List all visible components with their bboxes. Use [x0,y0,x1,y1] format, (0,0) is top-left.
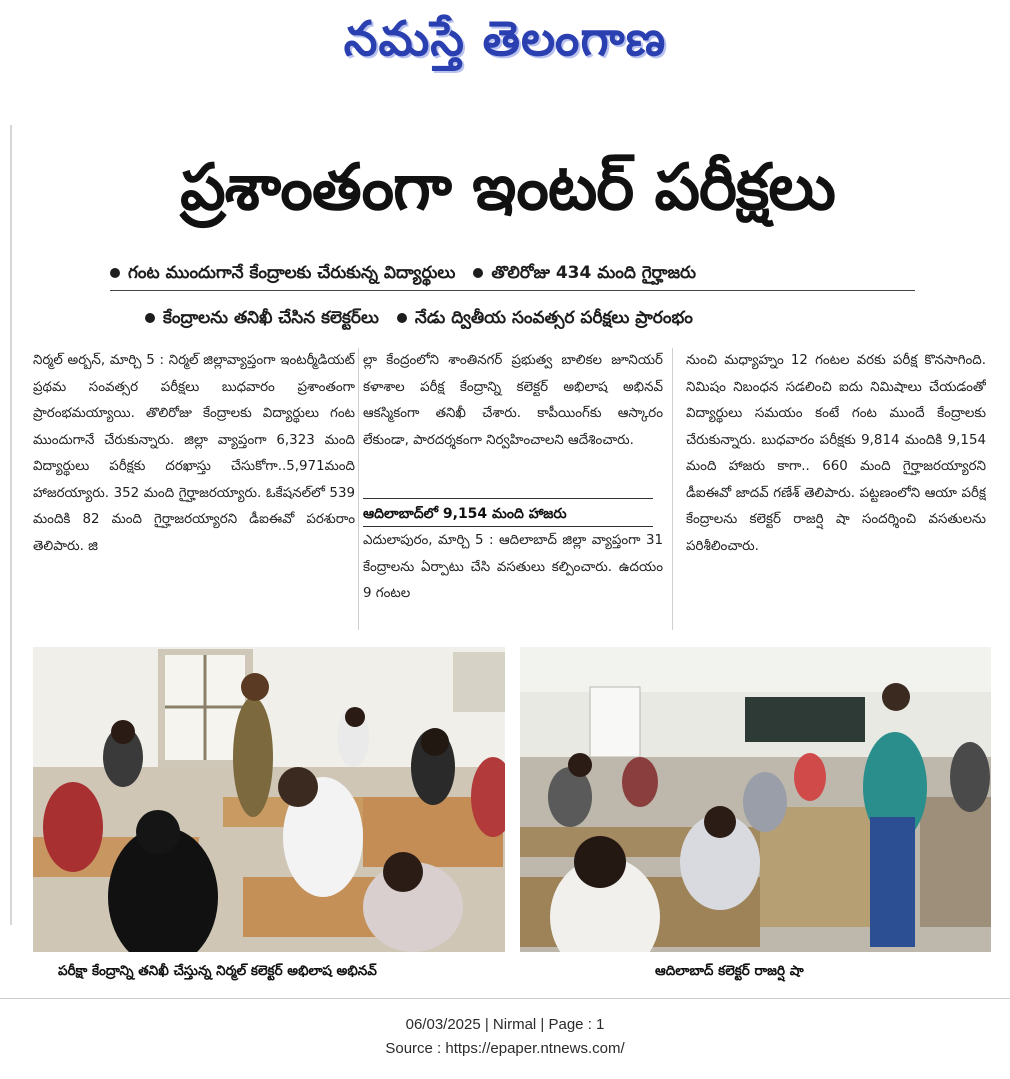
masthead [0,0,1010,100]
exam-hall-photo-adilabad [520,647,991,952]
photo-caption-adilabad: ఆదిలాబాద్ కలెక్టర్ రాజర్షి షా [655,963,804,979]
newspaper-logo: నమస్తే తెలంగాణ [343,11,667,67]
footer-edition-info: 06/03/2025 | Nirmal | Page : 1 [405,1016,605,1033]
article-column-1: నిర్మల్ అర్బన్, మార్చి 5 : నిర్మల్ జిల్లావ్యాప్తంగా ఇంటర్మీడియట్ ప్రథమ సంవత్సర పరీక్షలు బుధవారం ప్రశాంతంగా ప్రారంభమయ్యాయి. తొలిరోజు కేంద్రాలకు విద్యార్థులు గంట ముందుగానే చేరుకున్నారు. జిల్లా వ్యాప్తంగా 6,323 మంది విద్యార్థులు పరీక్షకు దరఖాస్తు చేసుకోగా..5,971మంది హాజరయ్యారు. 352 మంది గైర్హాజరయ్యారు. ఓకేషనల్‌లో 539 మందికి 82 మంది గైర్హాజరయ్యారని డీఐఈవో పరశురాం తెలిపారు. జి [33,353,355,554]
subhead-3: కేంద్రాలను తనిఖీ చేసిన కలెక్టర్‌లు [163,308,379,328]
bullet-icon [397,313,407,323]
article-column-2b: ఎదులాపురం, మార్చి 5 : ఆదిలాబాద్ జిల్లా వ్యాప్తంగా 31 కేంద్రాలను ఏర్పాటు చేసి వసతులు కల్పించారు. ఉదయం 9 గంటల [363,533,663,601]
classroom-illustration [33,647,505,952]
column-divider [672,348,673,630]
photo-caption-nirmal: పరీక్షా కేంద్రాన్ని తనిఖీ చేస్తున్న నిర్మల్ కలెక్టర్ అభిలాష అభినవ్ [58,963,377,979]
subhead-row-1 [110,258,930,288]
classroom-illustration [520,647,991,952]
bullet-icon [110,268,120,278]
footer-source: Source : https://epaper.ntnews.com/ [385,1040,625,1057]
exam-hall-photo-nirmal [33,647,505,952]
adilabad-subhead: ఆదిలాబాద్‌లో 9,154 మంది హాజరు [363,498,653,528]
subhead-4: నేడు ద్వితీయ సంవత్సర పరీక్షలు ప్రారంభం [414,308,693,328]
adilabad-subhead-rule [363,526,653,527]
subhead-row-2 [145,303,915,333]
article-column-3: నుంచి మధ్యాహ్నం 12 గంటల వరకు పరీక్ష కొనసాగింది. నిమిషం నిబంధన సడలించి ఐదు నిమిషాలు చేయడంతో విద్యార్థులు సమయం కంటే గంట ముందే కేంద్రాలకు చేరుకున్నారు. బుధవారం పరీక్షకు 9,814 మందికి 9,154 మంది హాజరు కాగా.. 660 మంది గైర్హాజరయ్యారని డీఐఈవో జాదవ్ గణేశ్ తెలిపారు. పట్టణంలోని ఆయా పరీక్ష కేంద్రాలను కలెక్టర్ రాజర్షి షా సందర్శించి వసతులను పరిశీలించారు. [686,353,986,554]
subhead-2: తొలిరోజు 434 మంది గైర్హాజరు [491,263,697,283]
article-headline: ప్రశాంతంగా ఇంటర్ పరీక్షలు [180,151,835,225]
subhead-divider [110,290,915,291]
subhead-1: గంట ముందుగానే కేంద్రాలకు చేరుకున్న విద్యార్థులు [128,263,456,283]
footer-divider [0,998,1010,999]
column-divider [358,348,359,630]
bullet-icon [145,313,155,323]
bullet-icon [473,268,483,278]
article-column-2: ల్లా కేంద్రంలోని శాంతినగర్ ప్రభుత్వ బాలికల జూనియర్ కళాశాల పరీక్ష కేంద్రాన్ని కలెక్టర్ అభిలాష అభినవ్ ఆకస్మికంగా తనిఖీ చేశారు. కాపీయింగ్‌కు ఆస్కారం లేకుండా, పారదర్శకంగా నిర్వహించాలని ఆదేశించారు. [363,353,663,448]
frame-line [10,125,12,925]
